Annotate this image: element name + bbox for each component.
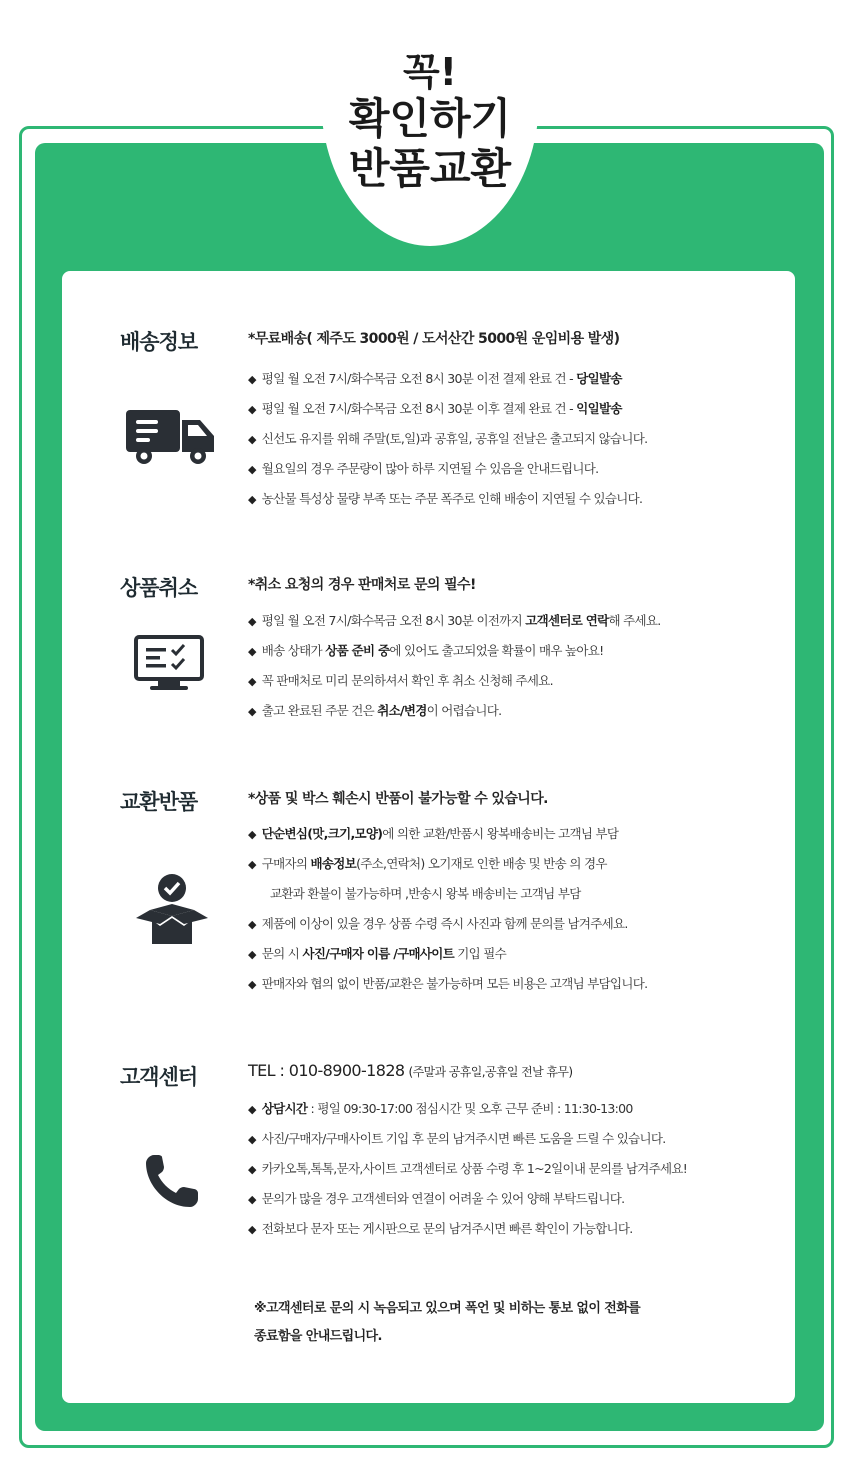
list-item: ◆ 구매자의 배송정보(주소,연락처) 오기재로 인한 배송 및 반송 의 경우 (248, 856, 607, 871)
section-headline: *취소 요청의 경우 판매처로 문의 필수! (248, 577, 476, 593)
list-item: ◆ 문의가 많을 경우 고객센터와 연결이 어려울 수 있어 양해 부탁드립니다. (248, 1191, 625, 1206)
cancel-list (248, 612, 788, 732)
section-title: 교환반품 (120, 789, 198, 814)
list-item: ◆ 전화보다 문자 또는 게시판으로 문의 남겨주시면 빠른 확인이 가능합니다. (248, 1221, 633, 1236)
section-headline: *상품 및 박스 훼손시 반품이 불가능할 수 있습니다. (248, 791, 548, 807)
title-line-1: 꼭! (402, 50, 458, 94)
list-item: ◆ 단순변심(맛,크기,모양)에 의한 교환/반품시 왕복배송비는 고객님 부담 (248, 826, 619, 841)
phone-icon (122, 1151, 222, 1241)
list-item: ◆ 월요일의 경우 주문량이 많아 하루 지연될 수 있음을 안내드립니다. (248, 461, 599, 476)
recording-notice (254, 1295, 734, 1351)
list-item: ◆ 문의 시 사진/구매자 이름 /구매사이트 기입 필수 (248, 946, 507, 961)
list-item: ◆ 평일 월 오전 7시/화수목금 오전 8시 30분 이전까지 고객센터로 연락해 주세요. (248, 613, 661, 628)
info-card (62, 271, 795, 1403)
truck-icon (122, 404, 222, 494)
box-check-icon (122, 870, 222, 960)
title-line-3: 반품교환 (348, 144, 512, 193)
section-title: 상품취소 (120, 575, 198, 600)
list-item: ◆ 출고 완료된 주문 건은 취소/변경이 어렵습니다. (248, 703, 502, 718)
notice-line-2: 종료함을 안내드립니다. (254, 1329, 382, 1344)
list-item: ◆ 농산물 특성상 물량 부족 또는 주문 폭주로 인해 배송이 지연될 수 있습니다. (248, 491, 643, 506)
title-line-2: 확인하기 (348, 94, 512, 143)
list-item: 교환과 환불이 불가능하며 ,반송시 왕복 배송비는 고객님 부담 (270, 886, 581, 901)
list-item: ◆ 카카오톡,톡톡,문자,사이트 고객센터로 상품 수령 후 1~2일이내 문의를 남겨주세요! (248, 1161, 688, 1176)
monitor-checklist-icon (122, 634, 222, 724)
exchange-list (248, 825, 788, 1005)
service-list (248, 1100, 788, 1250)
shipping-list (248, 370, 788, 520)
list-item: ◆ 판매자와 협의 없이 반품/교환은 불가능하며 모든 비용은 고객님 부담입니다. (248, 976, 648, 991)
list-item: ◆ 꼭 판매처로 미리 문의하셔서 확인 후 취소 신청해 주세요. (248, 673, 553, 688)
list-item: ◆ 제품에 이상이 있을 경우 상품 수령 즉시 사진과 함께 문의를 남겨주세요. (248, 916, 628, 931)
list-item: ◆ 평일 월 오전 7시/화수목금 오전 8시 30분 이전 결제 완료 건 - 당일발송 (248, 371, 622, 386)
section-title: 고객센터 (120, 1064, 198, 1089)
list-item: ◆ 신선도 유지를 위해 주말(토,일)과 공휴일, 공휴일 전날은 출고되지 않습니다. (248, 431, 648, 446)
phone-number: TEL : 010-8900-1828 (주말과 공휴일,공휴일 전날 휴무) (248, 1061, 573, 1080)
section-headline: *무료배송( 제주도 3000원 / 도서산간 5000원 운임비용 발생) (248, 331, 620, 347)
list-item: ◆ 평일 월 오전 7시/화수목금 오전 8시 30분 이후 결제 완료 건 - 익일발송 (248, 401, 622, 416)
page-title (321, 50, 539, 194)
list-item: ◆ 사진/구매자/구매사이트 기입 후 문의 남겨주시면 빠른 도움을 드릴 수 있습니다. (248, 1131, 666, 1146)
notice-line-1: ※고객센터로 문의 시 녹음되고 있으며 폭언 및 비하는 통보 없이 전화를 (254, 1301, 641, 1316)
list-item: ◆ 배송 상태가 상품 준비 중에 있어도 출고되었을 확률이 매우 높아요! (248, 643, 604, 658)
section-title: 배송정보 (120, 329, 198, 354)
list-item: ◆ 상담시간 : 평일 09:30-17:00 점심시간 및 오후 근무 준비 : 11:30-13:00 (248, 1101, 633, 1116)
